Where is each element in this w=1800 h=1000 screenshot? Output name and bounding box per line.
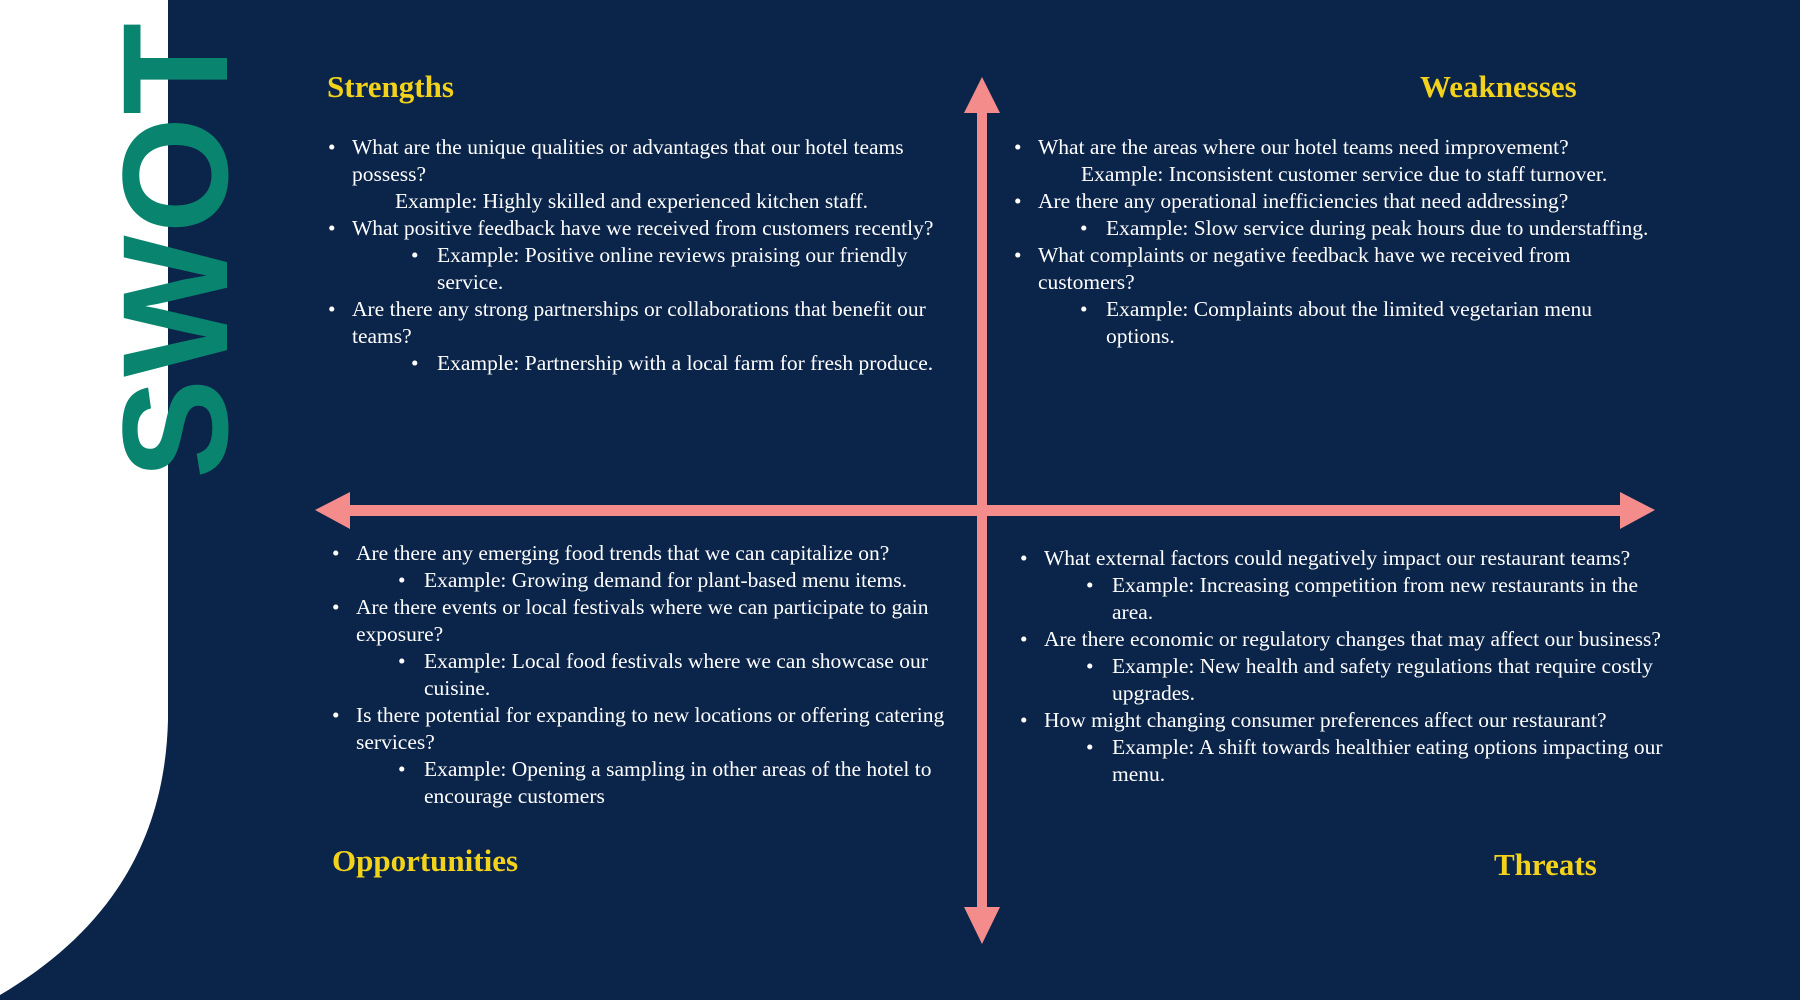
question-text: • What positive feedback have we received from customers recently? <box>352 216 934 240</box>
opportunities-heading: Opportunities <box>332 843 519 878</box>
question-text: • How might changing consumer preferences affect our restaurant? <box>1044 708 1607 732</box>
list-item <box>1012 188 1652 242</box>
example-text: • Example: Increasing competition from new restaurants in the area. <box>1112 572 1663 626</box>
horizontal-axis-arrow-right <box>1620 492 1655 529</box>
list-item <box>326 215 966 296</box>
example-text: • Example: Local food festivals where we can showcase our cuisine. <box>424 648 970 702</box>
list-item <box>330 594 970 702</box>
question-text: • Are there any operational inefficiencies that need addressing? <box>1038 189 1569 213</box>
vertical-axis-arrow-down <box>964 907 1000 944</box>
example-text: • Example: Positive online reviews praising our friendly service. <box>437 242 966 296</box>
example-text: • Example: Slow service during peak hours due to understaffing. <box>1106 215 1652 242</box>
question-text: • Are there any emerging food trends that we can capitalize on? <box>356 541 890 565</box>
question-text: • Is there potential for expanding to new locations or offering catering services? <box>356 703 945 754</box>
opportunities-quadrant <box>330 540 970 810</box>
list-item <box>1012 134 1652 188</box>
example-text: Example: Highly skilled and experienced kitchen staff. <box>395 189 869 213</box>
question-text: • Are there any strong partnerships or collaborations that benefit our teams? <box>352 297 926 348</box>
list-item <box>326 134 966 215</box>
horizontal-axis <box>340 505 1630 516</box>
example-text: • Example: Growing demand for plant-based menu items. <box>424 567 970 594</box>
question-text: • What external factors could negatively impact our restaurant teams? <box>1044 546 1631 570</box>
weaknesses-heading: Weaknesses <box>1420 69 1577 104</box>
threats-quadrant <box>1018 545 1663 788</box>
list-item <box>1012 242 1652 350</box>
example-text: • Example: A shift towards healthier eating options impacting our menu. <box>1112 734 1663 788</box>
example-text: • Example: Complaints about the limited vegetarian menu options. <box>1106 296 1652 350</box>
example-text: • Example: New health and safety regulations that require costly upgrades. <box>1112 653 1663 707</box>
list-item <box>1018 545 1663 626</box>
example-text: Example: Inconsistent customer service due to staff turnover. <box>1081 162 1608 186</box>
question-text: • What complaints or negative feedback have we received from customers? <box>1038 243 1571 294</box>
vertical-axis-arrow-up <box>964 77 1000 113</box>
example-text: • Example: Opening a sampling in other areas of the hotel to encourage customers <box>424 756 970 810</box>
list-item <box>326 296 966 377</box>
swot-title: SWOT <box>91 21 259 479</box>
list-item <box>330 540 970 594</box>
weaknesses-quadrant <box>1012 134 1652 350</box>
threats-heading: Threats <box>1494 847 1597 882</box>
question-text: • What are the areas where our hotel teams need improvement? <box>1038 135 1569 159</box>
strengths-heading: Strengths <box>327 69 454 104</box>
list-item <box>1018 707 1663 788</box>
example-text: • Example: Partnership with a local farm for fresh produce. <box>437 350 966 377</box>
list-item <box>1018 626 1663 707</box>
list-item <box>330 702 970 810</box>
question-text: • Are there economic or regulatory changes that may affect our business? <box>1044 627 1661 651</box>
strengths-quadrant <box>326 134 966 377</box>
question-text: • Are there events or local festivals where we can participate to gain exposure? <box>356 595 929 646</box>
horizontal-axis-arrow-left <box>315 492 350 529</box>
question-text: • What are the unique qualities or advantages that our hotel teams possess? <box>352 135 904 186</box>
